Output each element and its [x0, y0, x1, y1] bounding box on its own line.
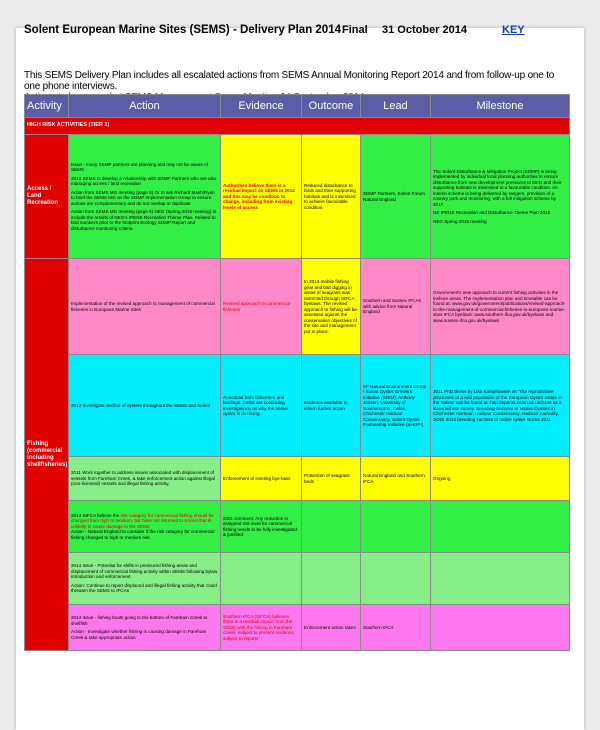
- col-activity: Activity: [25, 95, 69, 118]
- status-label: Final: [342, 24, 368, 36]
- action-text: Action from SEMS MG meeting (page 5) Or to ask Richard Mash/Ryan to brief the SEMS MG on the SDMP Implementation Group to ensure actions are complementary and do not overlap or duplicate: [71, 189, 215, 206]
- action-text: Issue - many SEMP partners are planning and may not be aware of SEMS: [71, 161, 209, 173]
- lead-cell: SDMP Partners, Solent Forum Natural England: [361, 135, 431, 259]
- activity-cell: Access / Land Recreation: [25, 135, 69, 259]
- outcome-cell: Enforcement action taken: [302, 605, 361, 651]
- action-text: 2014 SIFCA believe the: [71, 512, 121, 518]
- action-cell: [69, 605, 221, 651]
- milestone-cell: [431, 135, 570, 259]
- evidence-cell: Enforcement of existing bye-laws: [221, 457, 302, 501]
- action-text: Action - Investigate whether fishing is causing damage in Fareham Creek & take appropriate action: [71, 629, 207, 640]
- column-header-row: [25, 95, 570, 118]
- key-link[interactable]: KEY: [502, 24, 525, 36]
- action-text: 2014 Issue - fishing boats going to the bottom of Fareham Creek to shellfish: [71, 615, 208, 626]
- table-row: [25, 457, 570, 501]
- col-action: Action: [69, 95, 221, 118]
- outcome-cell: Protection of seagrass beds: [302, 457, 361, 501]
- tier-label: HIGH RISK ACTIVITIES (TIER 1): [25, 118, 570, 135]
- milestone-cell: [431, 553, 570, 605]
- document-date: 31 October 2014: [382, 24, 467, 36]
- milestone-cell: 2011 PhD thesis by Lisa Kamphausen on 'The reproductive processes of a wild population of the European Oyster estate in the Solent' can be found at: http://eprints.soton.ac.uk/3409 as a stranded site survey. Breeding Success of Native Oysters in Chichester Harbour, Harbour Conservancy, Harbour Authority, SOGI 2013 breeding success of native oyster stocks 2011: [431, 355, 570, 457]
- outcome-cell: In 2014 mobile fishing gear and bait digging in areas of seagrass was restricted through SIFCA byelaws. The revised approach to fishing will be assessed against the conservation objectives of the site and management put in place.: [302, 259, 361, 355]
- lead-cell: [361, 501, 431, 553]
- tier-row: [25, 118, 570, 135]
- action-text: Action from SEMS MG meeting (page 6) NEG (Spring 2015 meeting) to include the results of NEG's IPENS Recreation Theme Plan. Related to bird numbers prior to the footprint Ecology SDMP Report and disturbance monitoring criteria: [71, 209, 217, 231]
- evidence-cell: Revised approach to commercial fisheries: [221, 259, 302, 355]
- milestone-cell: [431, 501, 570, 553]
- outcome-cell: Evidence available to inform further action: [302, 355, 361, 457]
- evidence-cell: Anecdotal from fishermen and landings. Cefas are continuing investigations on why the native oyster is declining.: [221, 355, 302, 457]
- milestone-text: NE IPENS Recreation and Disturbance Theme Plan 2015: [433, 210, 551, 216]
- action-cell: 2011 Work together to address issues associated with displacement of vessels from Fareham Creek, & take enforcement action against illegal (non-licensed) vessels and illegal fishing activity.: [69, 457, 221, 501]
- milestone-cell: Ongoing: [431, 457, 570, 501]
- table-row: [25, 135, 570, 259]
- activity-cell: Fishing (commercial including shellfisheries): [25, 259, 69, 651]
- action-highlight: risk category for commercial fishing should be changed from high to medium, but have not returned to a level that is unlikely to cause damage to the SEMS: [71, 512, 214, 529]
- action-cell: Implementation of the revised approach to management of commercial fisheries in European Marine Sites: [69, 259, 221, 355]
- col-lead: Lead: [361, 95, 431, 118]
- action-cell: [69, 553, 221, 605]
- lead-cell: SF Natural Environment Group / Solent Oyster Growers Initiative (SOGI), Anthony Jensen, University of Southampton, Cefas, Chichester Harbour Conservancy, Solent Oyster Partnership Initiative (SHOPI): [361, 355, 431, 457]
- evidence-cell: Southern IFCA (SIFCA) believes there is a residual impact from the SEMS with the fishing in Fareham Creek, subject to present evidence, subject to reports: [221, 605, 302, 651]
- intro-line: This SEMS Delivery Plan includes all escalated actions from SEMS Annual Monitoring Report 2014 and from follow-up one to one phone interviews.: [24, 70, 555, 92]
- document-header: [24, 24, 572, 40]
- table-row: [25, 355, 570, 457]
- lead-cell: [361, 553, 431, 605]
- table-row: [25, 553, 570, 605]
- action-text: Action - Natural England to consider if the risk category for commercial fishing changed to high or medium risk: [71, 529, 215, 540]
- col-evidence: Evidence: [221, 95, 302, 118]
- milestone-cell: [431, 605, 570, 651]
- evidence-cell: [221, 553, 302, 605]
- col-outcome: Outcome: [302, 95, 361, 118]
- outcome-cell: Reduced disturbance to birds and their supporting habitats and is minimised to achieve favourable condition: [302, 135, 361, 259]
- outcome-cell: [302, 501, 361, 553]
- document-title: Solent European Marine Sites (SEMS) - Delivery Plan 2014: [24, 24, 341, 36]
- milestone-cell: Government's new approach to current fishing activities in the inshore areas. The implementation plan and timetable can be found at: www.gov.uk/government/publications/revised-approach-to-the-management-of-commercial-fisheries-in-european-marine-sites IFCA byelaws: www.southern-ifca.gov.uk/byelaws and www.sussex-ifca.gov.uk/byelaws: [431, 259, 570, 355]
- table-row: [25, 605, 570, 651]
- lead-cell: Natural England and Southern IFCA: [361, 457, 431, 501]
- action-cell: 2013 Investigate decline of oysters throughout the SEMS and Solent: [69, 355, 221, 457]
- table-row: [25, 501, 570, 553]
- milestone-text: The Solent Disturbance & Mitigation Project (SDMP) is being implemented by individual local planning authorities to ensure disturbance from new development pressures to birds and their supporting habitats is minimised to a favourable condition. An interim scheme is being delivered by rangers, provision of a country park and monitoring, with a full mitigation scheme by 2017.: [433, 168, 562, 207]
- action-text: Action: Continue to report displaced and illegal fishing activity that could threaten the SEMS to IFCAs: [71, 582, 217, 594]
- action-cell: [69, 135, 221, 259]
- table-row: [25, 259, 570, 355]
- evidence-cell: Authorities believe there is a residual impact on SEMS in 2014 and this may be condition to change, including from existing levels of access: [221, 135, 302, 259]
- milestone-text: NEG Spring 2015 meeting: [433, 218, 487, 224]
- action-text: 2014 SEMS to develop a relationship with SDMP Partners who are also managing access / land recreation: [71, 175, 217, 187]
- col-milestone: Milestone: [431, 95, 570, 118]
- evidence-cell: SSG comment: Any reduction in assigned risk level for commercial fishing needs to be fully investigated & justified.: [221, 501, 302, 553]
- lead-cell: Southern and Sussex IFCAs with advice from Natural England: [361, 259, 431, 355]
- outcome-cell: [302, 553, 361, 605]
- delivery-plan-table: [24, 94, 570, 651]
- lead-cell: Southern IFCA: [361, 605, 431, 651]
- action-text: 2014 Issue - Potential for shifts in pressured fishing areas and displacement of commercial fishing activity within SEMS following bylaw introduction and enforcement: [71, 563, 218, 580]
- action-cell: [69, 501, 221, 553]
